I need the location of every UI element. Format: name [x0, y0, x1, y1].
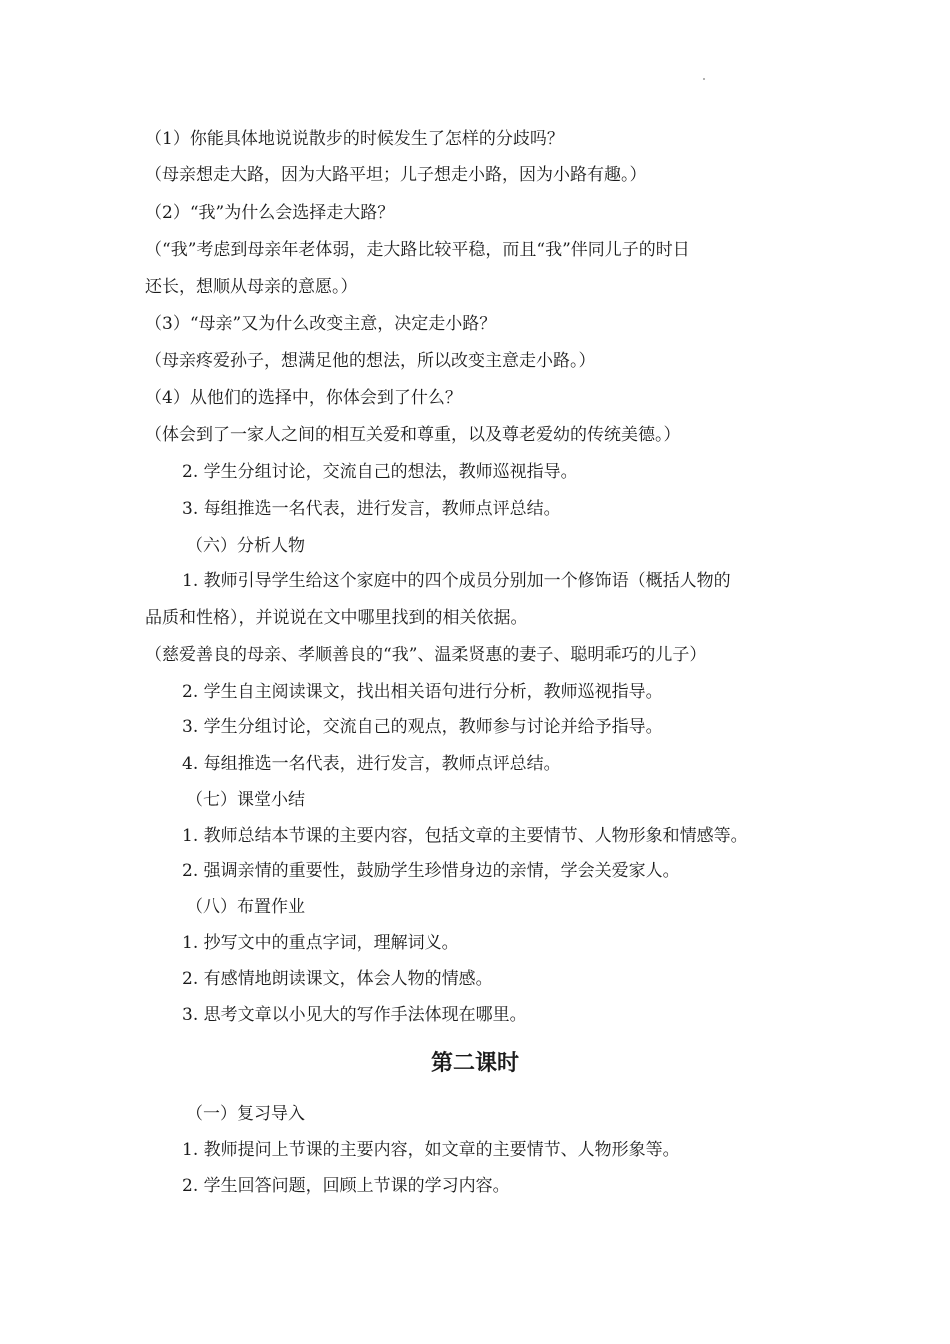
- question-4: （4）从他们的选择中，你体会到了什么？: [145, 388, 462, 408]
- section-6-step-4: 4. 每组推选一名代表，进行发言，教师点评总结。: [182, 754, 561, 774]
- question-1: （1）你能具体地说说散步的时候发生了怎样的分歧吗？: [145, 129, 564, 149]
- section-6-answer: （慈爱善良的母亲、孝顺善良的“我”、温柔贤惠的妻子、聪明乖巧的儿子）: [145, 645, 707, 665]
- page-mark: [703, 78, 705, 80]
- homework-1: 1. 抄写文中的重点字词，理解词义。: [182, 933, 459, 953]
- question-2: （2）“我”为什么会选择走大路？: [145, 203, 395, 223]
- answer-2-line-1: （“我”考虑到母亲年老体弱，走大路比较平稳，而且“我”伴同儿子的时日: [145, 240, 690, 260]
- review-step-1: 1. 教师提问上节课的主要内容，如文章的主要情节、人物形象等。: [182, 1140, 680, 1160]
- section-7-step-2: 2. 强调亲情的重要性，鼓励学生珍惜身边的亲情，学会关爱家人。: [182, 861, 680, 881]
- homework-2: 2. 有感情地朗读课文，体会人物的情感。: [182, 969, 493, 989]
- section-6-heading: （六）分析人物: [186, 536, 305, 556]
- section-6-step-3: 3. 学生分组讨论，交流自己的观点，教师参与讨论并给予指导。: [182, 717, 663, 737]
- section-6-step-1-line-2: 品质和性格），并说说在文中哪里找到的相关依据。: [145, 608, 528, 628]
- review-heading: （一）复习导入: [186, 1104, 305, 1124]
- answer-3: （母亲疼爱孙子，想满足他的想法，所以改变主意走小路。）: [145, 351, 596, 371]
- step-3-present: 3. 每组推选一名代表，进行发言，教师点评总结。: [182, 499, 561, 519]
- section-6-step-2: 2. 学生自主阅读课文，找出相关语句进行分析，教师巡视指导。: [182, 682, 663, 702]
- answer-2-line-2: 还长，想顺从母亲的意愿。）: [145, 277, 358, 297]
- step-2-discuss: 2. 学生分组讨论，交流自己的想法，教师巡视指导。: [182, 462, 578, 482]
- section-7-step-1: 1. 教师总结本节课的主要内容，包括文章的主要情节、人物形象和情感等。: [182, 826, 748, 846]
- section-7-heading: （七）课堂小结: [186, 790, 305, 810]
- section-title: 第二课时: [430, 1051, 519, 1076]
- homework-3: 3. 思考文章以小见大的写作手法体现在哪里。: [182, 1005, 527, 1025]
- question-3: （3）“母亲”又为什么改变主意，决定走小路？: [145, 314, 497, 334]
- review-step-2: 2. 学生回答问题，回顾上节课的学习内容。: [182, 1176, 510, 1196]
- section-8-heading: （八）布置作业: [186, 897, 305, 917]
- answer-4: （体会到了一家人之间的相互关爱和尊重，以及尊老爱幼的传统美德。）: [145, 425, 681, 445]
- section-6-step-1-line-1: 1. 教师引导学生给这个家庭中的四个成员分别加一个修饰语（概括人物的: [182, 571, 731, 591]
- answer-1: （母亲想走大路，因为大路平坦；儿子想走小路，因为小路有趣。）: [145, 165, 647, 185]
